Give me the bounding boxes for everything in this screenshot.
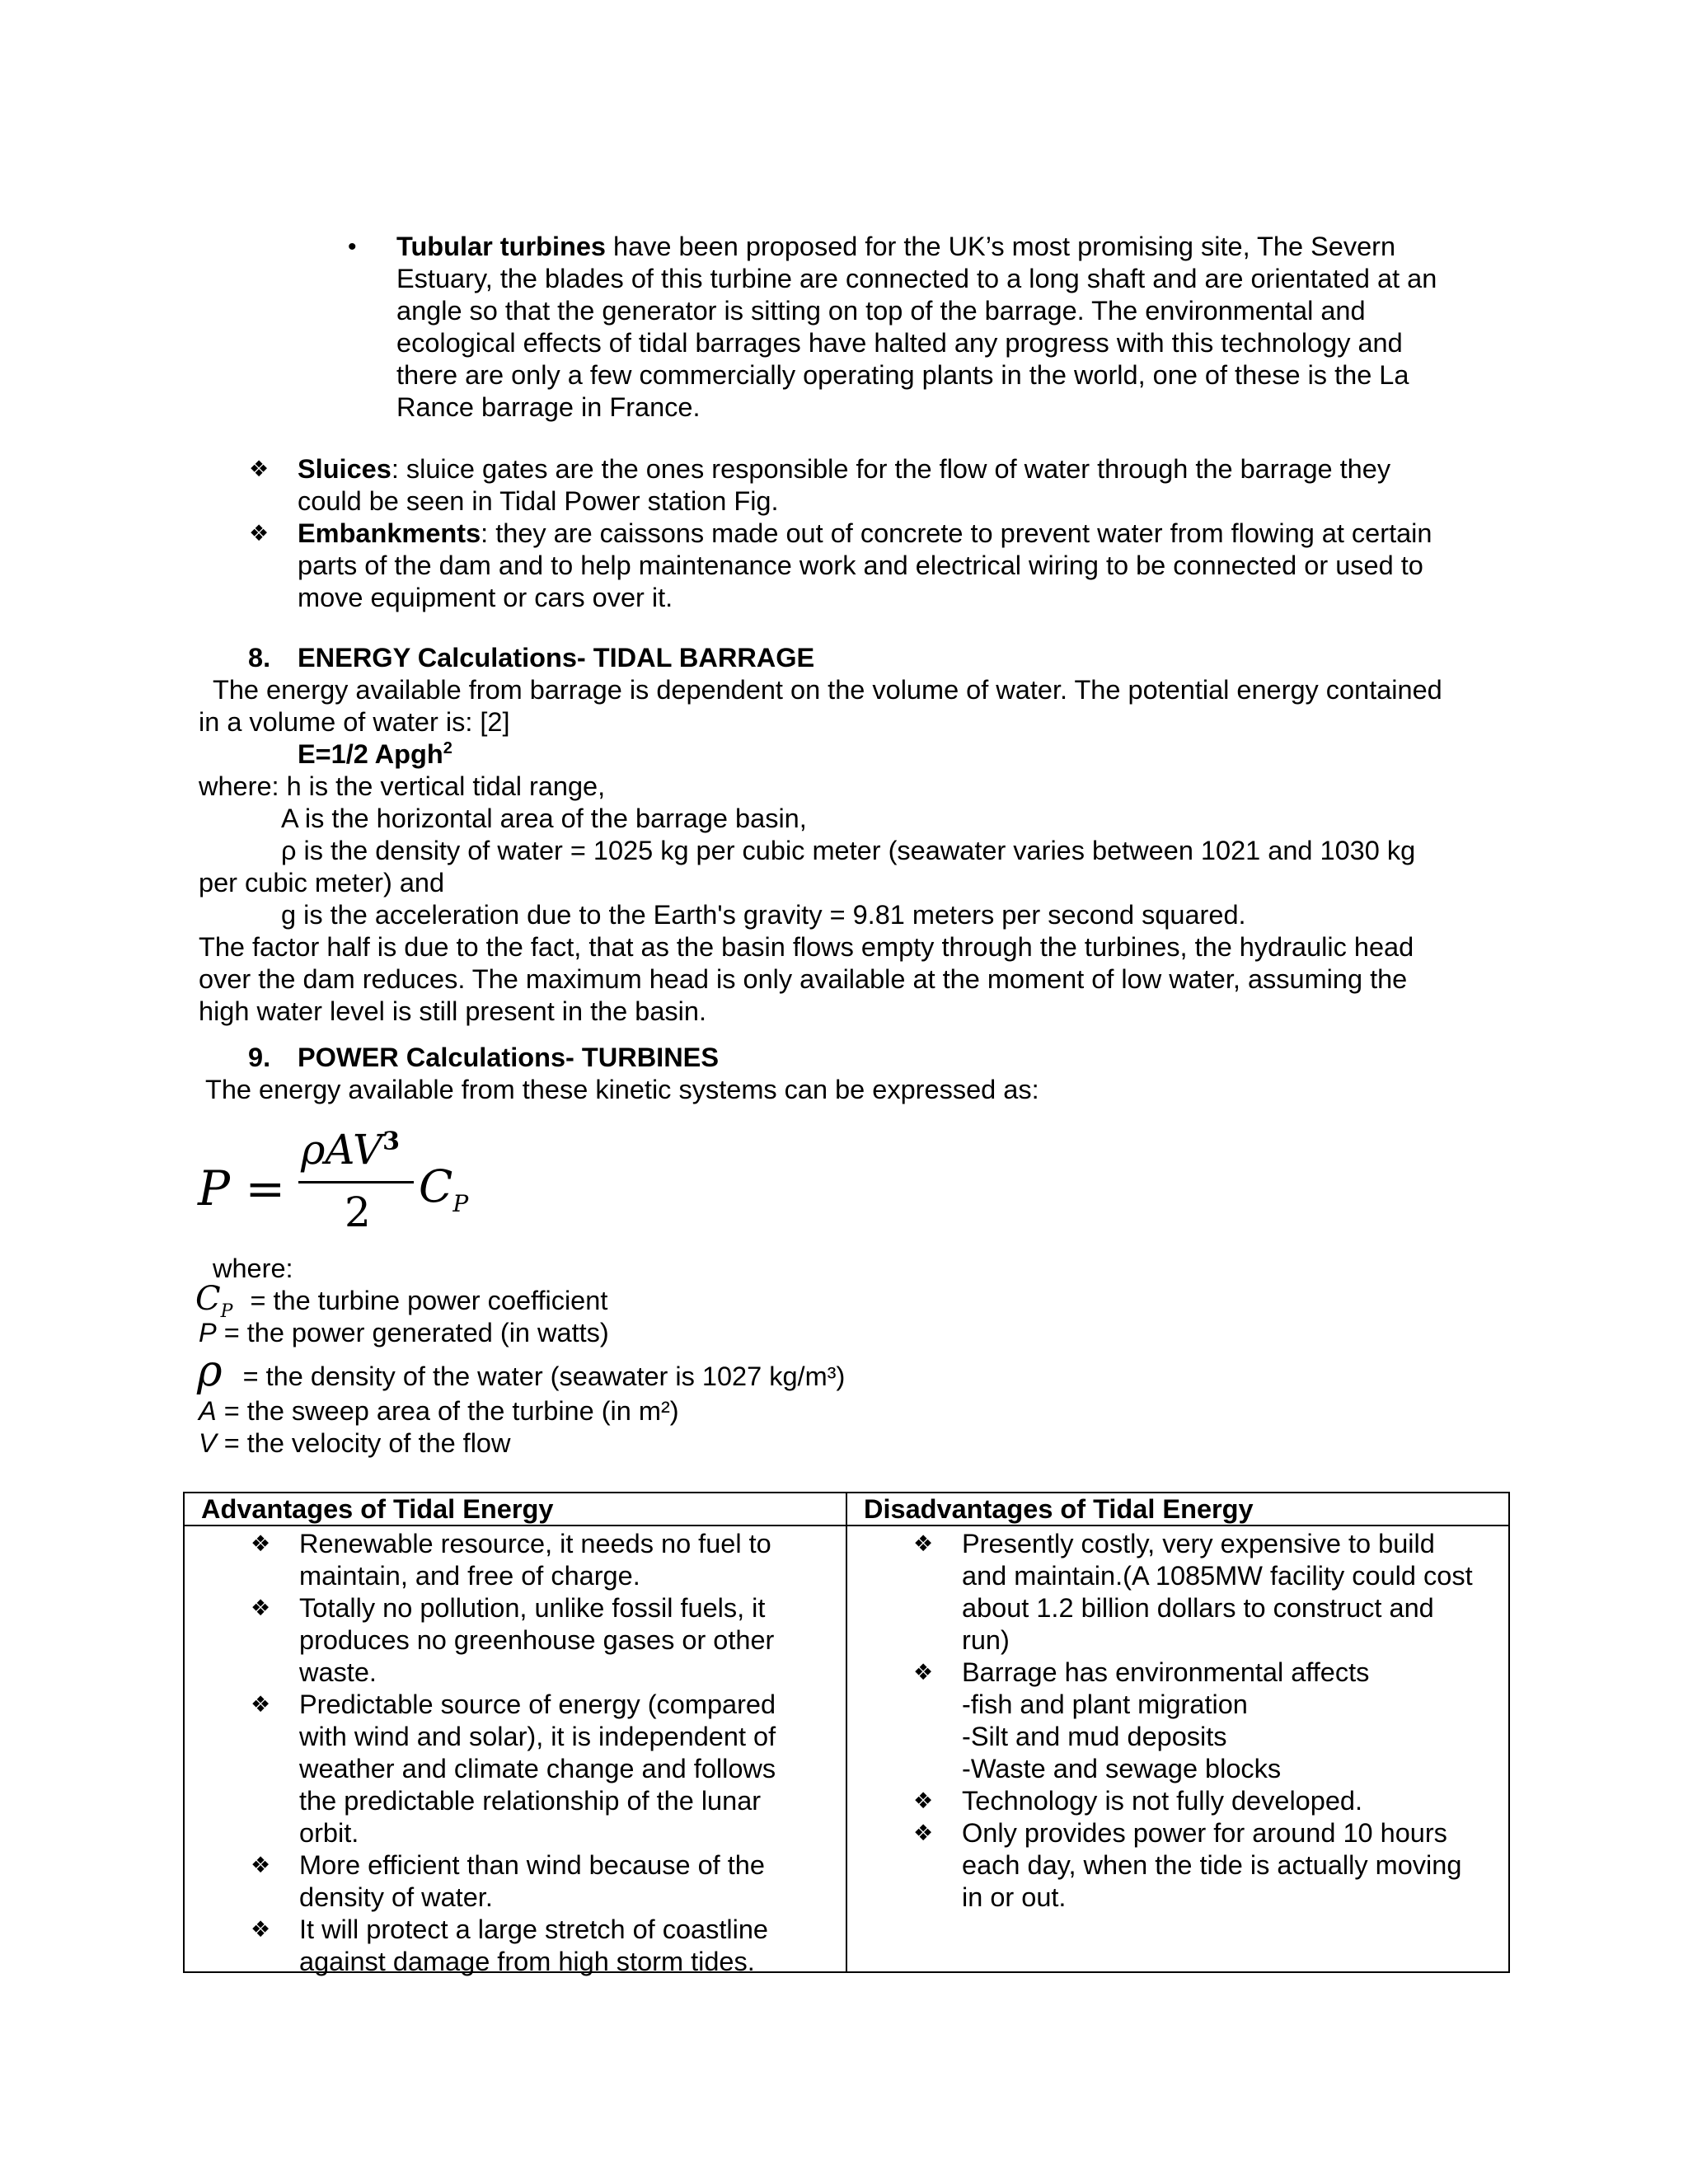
list-item: Renewable resource, it needs no fuel to [299,1529,771,1558]
def-rho-text: = the density of the water (seawater is 1027 kg/m³) [242,1361,846,1391]
sluices-line-1 [298,453,1390,485]
def-p [199,1317,609,1349]
def-a-text: = the sweep area of the turbine (in m²) [216,1396,679,1426]
embankments-line-2: parts of the dam and to help maintenance work and electrical wiring to be connected or used to [298,551,1423,580]
coef-text: C [419,1160,453,1212]
list-item: each day, when the tide is actually moving [962,1850,1462,1880]
power-formula [198,1125,495,1240]
sluices-text: : sluice gates are the ones responsible for the flow of water through the barrage they [391,454,1391,484]
fraction-bar [298,1181,414,1183]
diamond-bullet-icon: ❖ [913,1531,934,1557]
disadvantages-cell [846,1526,1509,1972]
list-item: the predictable relationship of the lunar [299,1786,762,1816]
section8-title: ENERGY Calculations- TIDAL BARRAGE [298,643,815,673]
diamond-bullet-icon: ❖ [251,1692,271,1718]
list-item: waste. [299,1657,377,1687]
turbines-term: Tubular turbines [396,232,606,261]
def-cp-sym: C [195,1280,221,1318]
diamond-bullet-icon: ❖ [249,521,270,546]
def-v-text: = the velocity of the flow [216,1428,511,1458]
section8-formula [298,738,452,771]
list-item: Totally no pollution, unlike fossil fuels, it [299,1593,766,1623]
list-item: Predictable source of energy (compared [299,1690,776,1719]
diamond-bullet-icon: ❖ [913,1788,934,1814]
section8-intro-2: in a volume of water is: [2] [199,707,510,737]
advantages-cell [184,1526,846,1976]
table-header-row [184,1493,1509,1526]
section8-conclusion-1: The factor half is due to the fact, that as the basin flows empty through the turbines, the hydraulic head [199,932,1414,962]
disadvantages-header: Disadvantages of Tidal Energy [846,1493,1509,1526]
section8-where-4: per cubic meter) and [199,868,445,898]
coef-subscript: P [452,1189,469,1217]
section8-number: 8. [248,643,271,673]
section9-where-label: where: [213,1254,293,1283]
def-p-symbol: P [199,1318,217,1347]
numerator-text: ρAV [301,1126,383,1174]
section8-where-3: ρ is the density of water = 1025 kg per cubic meter (seawater varies between 1021 and 1030 kg [281,836,1416,865]
def-a-symbol: A [199,1396,217,1426]
def-cp-sub: P [220,1301,233,1322]
formula-numerator [301,1125,400,1174]
embankments-line-1 [298,518,1432,550]
turbines-line-5: there are only a few commercially operating plants in the world, one of these is the La [396,360,1409,390]
list-item: density of water. [299,1882,493,1912]
def-a [199,1395,679,1427]
diamond-bullet-icon: ❖ [251,1531,271,1557]
section8-intro-1: The energy available from barrage is dependent on the volume of water. The potential energy contained [213,675,1442,705]
list-item: Barrage has environmental affects [962,1657,1370,1687]
diamond-bullet-icon: ❖ [249,457,270,482]
def-v-symbol: V [199,1428,217,1458]
turbines-line-1 [396,231,1395,263]
turbines-line-4: ecological effects of tidal barrages have halted any progress with this technology and [396,328,1403,358]
section8-where-5: g is the acceleration due to the Earth's gravity = 9.81 meters per second squared. [281,900,1246,930]
formula-denominator: 2 [345,1188,371,1236]
list-item: with wind and solar), it is independent of [299,1722,776,1751]
formula-text: E=1/2 Apgh [298,739,443,769]
disadvantages-list [847,1526,1508,1971]
list-item: produces no greenhouse gases or other [299,1625,775,1655]
advantages-header: Advantages of Tidal Energy [184,1493,846,1526]
def-v [199,1427,510,1460]
sluices-term: Sluices [298,454,392,484]
section8-conclusion-2: over the dam reduces. The maximum head is only available at the moment of low water, assuming the [199,964,1408,994]
section8-where-1: where: h is the vertical tidal range, [199,771,606,801]
list-item: Technology is not fully developed. [962,1786,1363,1816]
embankments-text: : they are caissons made out of concrete to prevent water from flowing at certain [481,518,1432,548]
list-item: Presently costly, very expensive to build [962,1529,1435,1558]
list-item: -Silt and mud deposits [962,1722,1227,1751]
formula-lhs: P = [198,1160,286,1216]
turbines-line-6: Rance barrage in France. [396,392,701,422]
numerator-exponent: 3 [382,1127,400,1156]
turbines-text: have been proposed for the UK’s most promising site, The Severn [606,232,1396,261]
list-item: More efficient than wind because of the [299,1850,765,1880]
diamond-bullet-icon: ❖ [251,1596,271,1621]
list-item: in or out. [962,1882,1067,1912]
list-item: against damage from high storm tides. [299,1947,755,1976]
def-cp-text: = the turbine power coefficient [250,1286,608,1315]
section9-intro: The energy available from these kinetic systems can be expressed as: [205,1075,1039,1104]
section9-number: 9. [248,1043,271,1072]
diamond-bullet-icon: ❖ [251,1917,271,1943]
embankments-line-3: move equipment or cars over it. [298,583,673,612]
def-rho-symbol: ρ [197,1347,223,1396]
formula-exponent: 2 [443,739,452,758]
def-p-text: = the power generated (in watts) [216,1318,609,1347]
list-item: orbit. [299,1818,359,1848]
bullet-dot-icon: • [348,233,357,260]
advantages-list [185,1526,846,1976]
list-item: about 1.2 billion dollars to construct and [962,1593,1434,1623]
diamond-bullet-icon: ❖ [913,1660,934,1685]
def-rho [197,1347,846,1396]
list-item: maintain, and free of charge. [299,1561,640,1591]
advantages-table [183,1492,1510,1976]
diamond-bullet-icon: ❖ [913,1821,934,1846]
formula-coefficient [419,1160,468,1231]
embankments-term: Embankments [298,518,481,548]
diamond-bullet-icon: ❖ [251,1853,271,1878]
turbines-line-2: Estuary, the blades of this turbine are connected to a long shaft and are orientated at an [396,264,1437,293]
list-item: run) [962,1625,1010,1655]
section8-conclusion-3: high water level is still present in the basin. [199,996,707,1026]
list-item: and maintain.(A 1085MW facility could cost [962,1561,1473,1591]
section8-where-2: A is the horizontal area of the barrage basin, [281,804,807,833]
table-body-row [184,1526,1509,1972]
list-item: weather and climate change and follows [299,1754,776,1783]
list-item: Only provides power for around 10 hours [962,1818,1447,1848]
section9-title: POWER Calculations- TURBINES [298,1043,720,1072]
list-item: -Waste and sewage blocks [962,1754,1282,1783]
turbines-line-3: angle so that the generator is sitting on top of the barrage. The environmental and [396,296,1366,326]
sluices-line-2: could be seen in Tidal Power station Fig. [298,486,779,516]
def-cp-symbol [195,1280,233,1322]
list-item: -fish and plant migration [962,1690,1248,1719]
list-item: It will protect a large stretch of coastline [299,1915,769,1944]
